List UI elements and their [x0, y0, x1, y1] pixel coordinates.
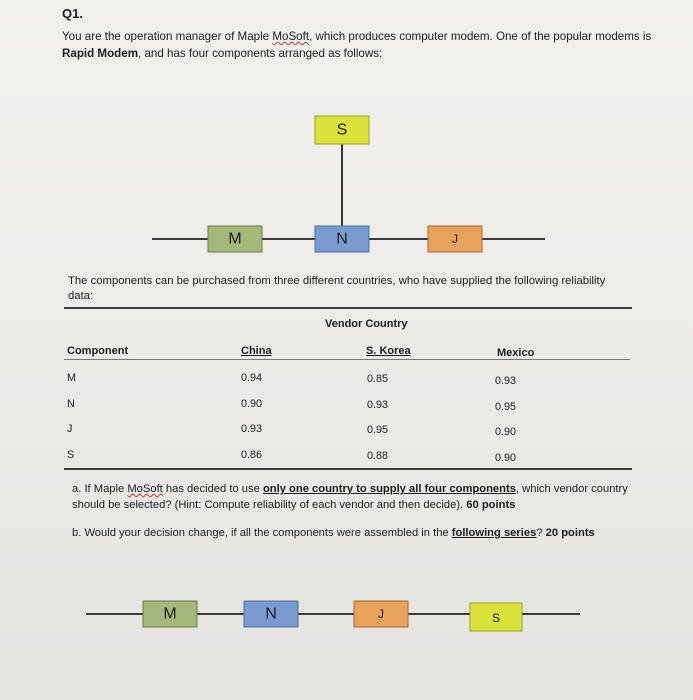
question-a-prefix: a. If Maple — [72, 483, 128, 495]
col-header-component: Component — [67, 345, 129, 357]
bottom-box-s-label: S — [491, 611, 501, 625]
cell-china: 0.93 — [241, 423, 263, 435]
col-header-skorea: S. Korea — [366, 345, 411, 357]
question-b-suffix: ? — [536, 527, 546, 539]
bottom-box-j-label: J — [378, 607, 384, 621]
question-a-suffix: , which vendor country should be selected? (Hint: Compute reliability of each vendor and then decide). — [72, 483, 628, 511]
cell-skorea: 0.93 — [367, 399, 389, 411]
bottom-box-m-label: M — [163, 605, 177, 623]
top-box-n-label: N — [336, 230, 348, 248]
cell-component: M — [67, 372, 76, 384]
company-name: MoSoft — [272, 30, 310, 43]
cell-mexico: 0.90 — [495, 452, 517, 464]
cell-mexico: 0.93 — [495, 375, 517, 387]
cell-component: S — [67, 449, 75, 461]
question-b-prefix: b. Would your decision change, if all the components were assembled in the — [72, 527, 452, 539]
question-a-mid: has decided to use — [162, 483, 263, 495]
supply-paragraph: The components can be purchased from three different countries, who have supplied the following reliability data: — [68, 275, 606, 302]
question-a-points: 60 points — [466, 499, 516, 511]
cell-china: 0.94 — [241, 372, 263, 384]
question-b-points: 20 points — [545, 527, 595, 539]
top-box-j-label: J — [452, 232, 458, 246]
cell-skorea: 0.85 — [367, 373, 389, 385]
top-box-s-label: S — [336, 121, 348, 139]
cell-skorea: 0.88 — [367, 450, 389, 462]
question-number: Q1. — [62, 6, 83, 21]
question-a-emphasis: only one country to supply all four components — [262, 483, 516, 495]
intro-text-2: , which produces computer modem. One of the popular modems is — [309, 30, 652, 43]
col-header-mexico: Mexico — [497, 347, 535, 359]
top-box-m-label: M — [228, 230, 242, 248]
question-a-company: MoSoft — [127, 483, 163, 495]
cell-china: 0.86 — [241, 449, 263, 461]
cell-component: J — [67, 423, 73, 435]
cell-mexico: 0.95 — [495, 401, 517, 413]
cell-skorea: 0.95 — [367, 424, 389, 436]
vendor-country-header: Vendor Country — [325, 318, 408, 330]
intro-text-3: , and has four components arranged as follows: — [138, 47, 383, 60]
col-header-china: China — [241, 345, 272, 357]
question-b-emphasis: following series — [451, 527, 537, 539]
bottom-box-n-label: N — [265, 605, 277, 623]
cell-component: N — [67, 398, 75, 410]
cell-mexico: 0.90 — [495, 426, 517, 438]
product-name: Rapid Modem — [62, 47, 139, 60]
intro-text-1: You are the operation manager of Maple — [62, 30, 273, 43]
cell-china: 0.90 — [241, 398, 263, 410]
